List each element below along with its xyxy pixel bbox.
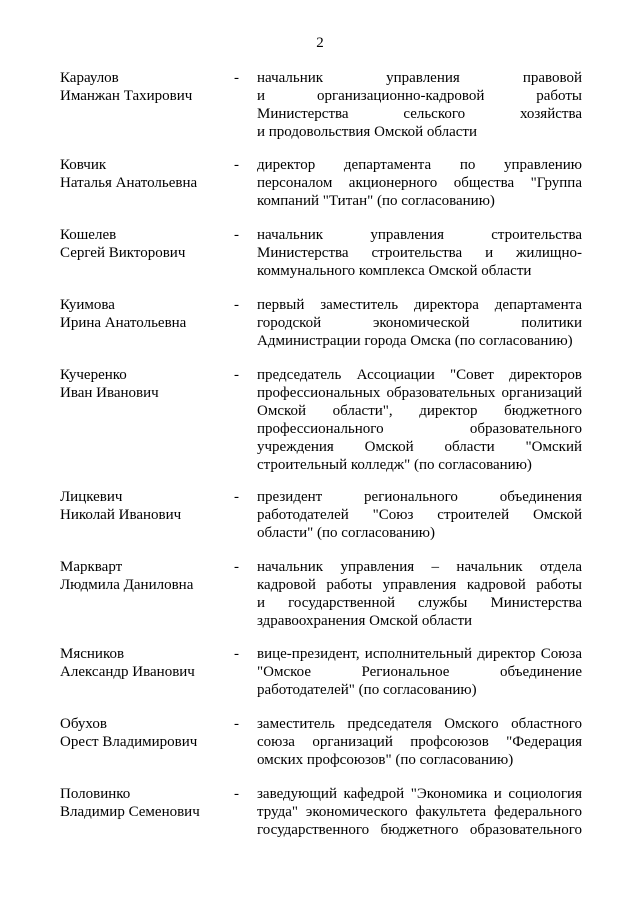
member-name [60, 366, 230, 402]
position-line: омских профсоюзов" (по согласованию) [257, 752, 514, 768]
dash-separator: - [234, 716, 239, 732]
member-given-names: Александр Иванович [60, 664, 195, 680]
member-position [257, 156, 582, 210]
position-line: работодателей" (по согласованию) [257, 682, 477, 698]
member-position [257, 296, 582, 350]
member-name [60, 226, 230, 262]
member-surname: Обухов [60, 716, 107, 732]
position-line: вице-президент, исполнительный директор Союза [257, 646, 582, 662]
member-given-names: Людмила Даниловна [60, 577, 194, 593]
member-surname: Кошелев [60, 227, 117, 243]
dash-separator: - [234, 227, 239, 243]
position-line: компаний "Титан" (по согласованию) [257, 193, 495, 209]
position-line: области" (по согласованию) [257, 525, 435, 541]
position-line: профессиональных образовательных организаций [257, 385, 582, 401]
position-line: и продовольствия Омской области [257, 124, 478, 140]
position-line: начальник управления – начальник отдела [257, 559, 582, 575]
position-line: и государственной службы Министерства [257, 595, 582, 611]
member-given-names: Орест Владимирович [60, 734, 198, 750]
position-line: труда" экономического факультета федерального [257, 804, 582, 820]
position-line: государственного бюджетного образовательного [257, 822, 582, 838]
position-line: профессионального образовательного [257, 421, 582, 437]
member-name [60, 558, 230, 594]
member-surname: Лицкевич [60, 489, 123, 505]
member-surname: Кучеренко [60, 367, 127, 383]
position-line: работодателей "Союз строителей Омской [257, 507, 582, 523]
member-given-names: Иманжан Тахирович [60, 88, 193, 104]
member-given-names: Николай Иванович [60, 507, 182, 523]
position-line: первый заместитель директора департамента [257, 297, 582, 313]
position-line: городской экономической политики [257, 315, 582, 331]
position-line: Министерства строительства и жилищно- [257, 245, 582, 261]
member-name [60, 715, 230, 751]
member-given-names: Владимир Семенович [60, 804, 200, 820]
member-surname: Половинко [60, 786, 131, 802]
member-surname: Куимова [60, 297, 115, 313]
position-line: директор департамента по управлению [257, 157, 582, 173]
member-surname: Караулов [60, 70, 119, 86]
position-line: председатель Ассоциации "Совет директоров [257, 367, 582, 383]
member-surname: Маркварт [60, 559, 123, 575]
dash-separator: - [234, 367, 239, 383]
member-position [257, 366, 582, 474]
position-line: Омской области", директор бюджетного [257, 403, 582, 419]
position-line: и организационно-кадровой работы [257, 88, 582, 104]
position-line: союза организаций профсоюзов "Федерация [257, 734, 582, 750]
member-name [60, 296, 230, 332]
position-line: начальник управления строительства [257, 227, 582, 243]
dash-separator: - [234, 489, 239, 505]
member-position [257, 558, 582, 630]
position-line: учреждения Омской области "Омский [257, 439, 582, 455]
member-given-names: Наталья Анатольевна [60, 175, 198, 191]
position-line: заведующий кафедрой "Экономика и социология [257, 786, 582, 802]
member-surname: Ковчик [60, 157, 107, 173]
member-given-names: Сергей Викторович [60, 245, 186, 261]
dash-separator: - [234, 646, 239, 662]
position-line: Администрации города Омска (по согласованию) [257, 333, 573, 349]
position-line: заместитель председателя Омского областного [257, 716, 582, 732]
position-line: здравоохранения Омской области [257, 613, 473, 629]
position-line: "Омское Региональное объединение [257, 664, 582, 680]
position-line: начальник управления правовой [257, 70, 582, 86]
dash-separator: - [234, 559, 239, 575]
dash-separator: - [234, 786, 239, 802]
member-position [257, 226, 582, 280]
member-name [60, 785, 230, 821]
member-name [60, 69, 230, 105]
member-name [60, 645, 230, 681]
dash-separator: - [234, 297, 239, 313]
member-given-names: Ирина Анатольевна [60, 315, 187, 331]
position-line: Министерства сельского хозяйства [257, 106, 582, 122]
position-line: персоналом акционерного общества "Группа [257, 175, 582, 191]
member-position [257, 715, 582, 769]
member-surname: Мясников [60, 646, 125, 662]
dash-separator: - [234, 157, 239, 173]
member-position [257, 69, 582, 141]
position-line: коммунального комплекса Омской области [257, 263, 532, 279]
dash-separator: - [234, 70, 239, 86]
position-line: президент регионального объединения [257, 489, 582, 505]
position-line: кадровой работы управления кадровой работы [257, 577, 582, 593]
member-name [60, 156, 230, 192]
member-position [257, 488, 582, 542]
member-position [257, 645, 582, 699]
member-position [257, 785, 582, 839]
member-given-names: Иван Иванович [60, 385, 159, 401]
position-line: строительный колледж" (по согласованию) [257, 457, 532, 473]
page-number: 2 [316, 35, 324, 51]
member-name [60, 488, 230, 524]
